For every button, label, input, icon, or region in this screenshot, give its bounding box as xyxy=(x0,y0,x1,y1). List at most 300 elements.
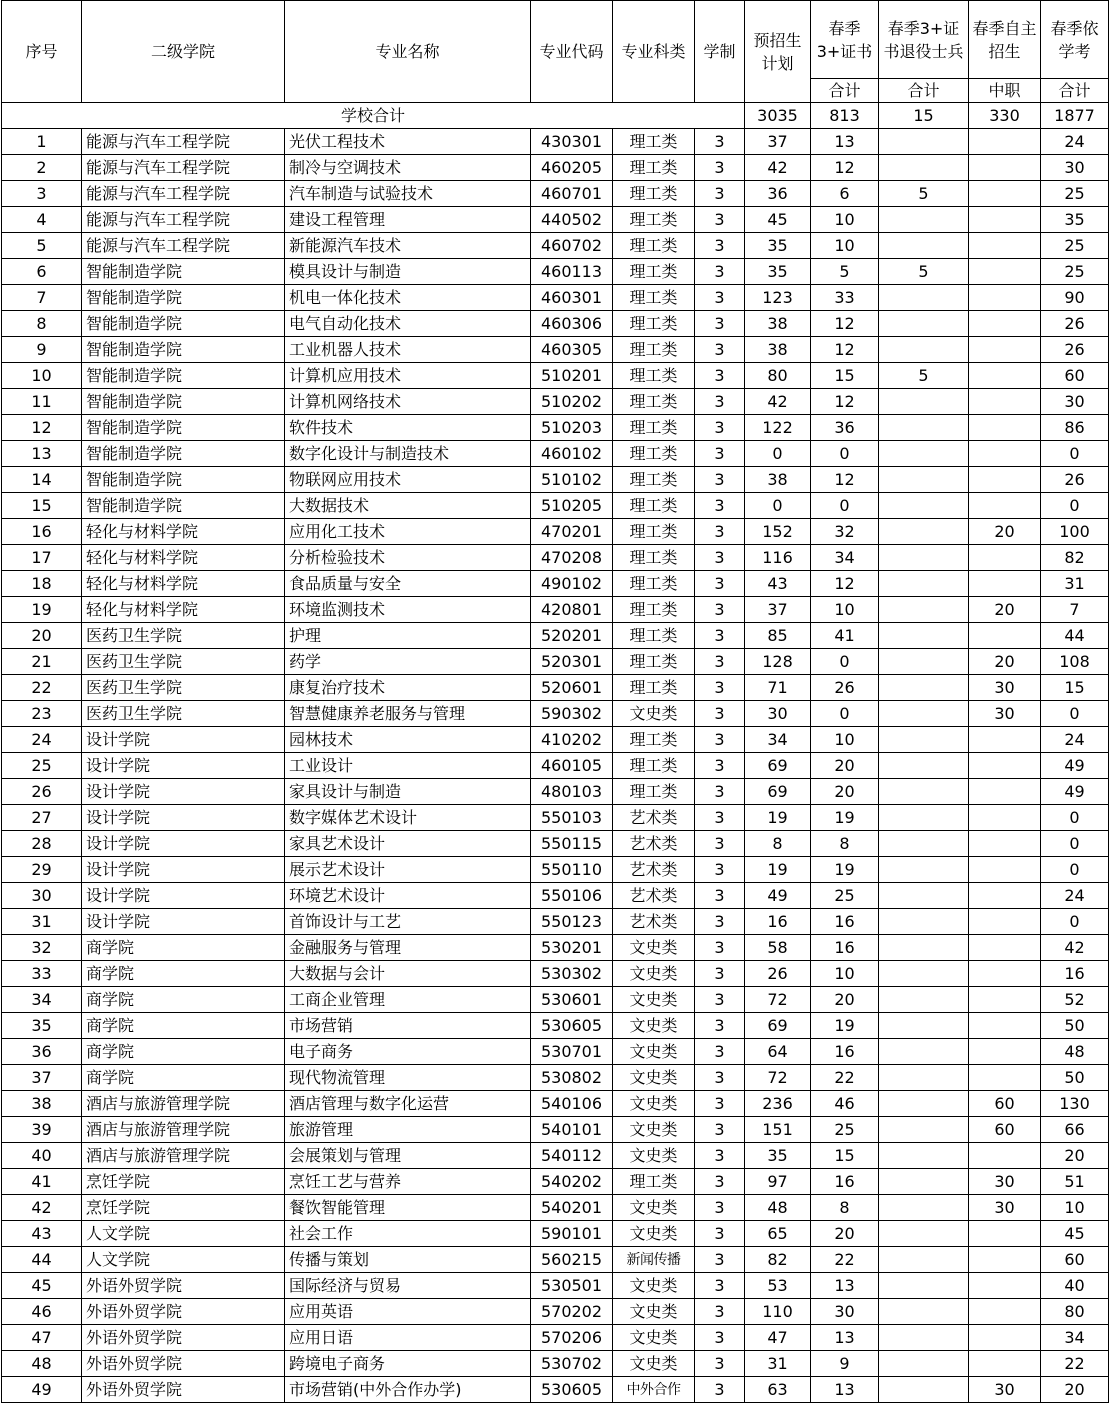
cell-self: 20 xyxy=(969,597,1041,623)
cell-plan: 0 xyxy=(745,493,811,519)
cell-self xyxy=(969,207,1041,233)
cell-exam: 130 xyxy=(1041,1091,1109,1117)
cell-seq: 14 xyxy=(2,467,82,493)
cell-plan: 58 xyxy=(745,935,811,961)
cell-self xyxy=(969,441,1041,467)
header-spring-veteran: 春季3+证书退役士兵 xyxy=(879,1,969,79)
cell-self xyxy=(969,831,1041,857)
cell-plan: 72 xyxy=(745,987,811,1013)
cell-veteran xyxy=(879,753,969,779)
cell-major: 市场营销 xyxy=(285,1013,531,1039)
total-cert: 813 xyxy=(811,103,879,129)
cell-category: 理工类 xyxy=(613,337,695,363)
cell-seq: 44 xyxy=(2,1247,82,1273)
cell-major: 展示艺术设计 xyxy=(285,857,531,883)
cell-seq: 30 xyxy=(2,883,82,909)
cell-category: 理工类 xyxy=(613,779,695,805)
cell-self xyxy=(969,1065,1041,1091)
table-row xyxy=(2,1143,1109,1169)
cell-exam: 50 xyxy=(1041,1013,1109,1039)
cell-college: 人文学院 xyxy=(82,1221,285,1247)
cell-seq: 21 xyxy=(2,649,82,675)
cell-self xyxy=(969,363,1041,389)
cell-major: 市场营销(中外合作办学) xyxy=(285,1377,531,1403)
cell-plan: 69 xyxy=(745,1013,811,1039)
cell-code: 530605 xyxy=(531,1377,613,1403)
cell-veteran: 5 xyxy=(879,363,969,389)
table-row xyxy=(2,883,1109,909)
cell-self: 30 xyxy=(969,1377,1041,1403)
cell-veteran xyxy=(879,1195,969,1221)
cell-plan: 122 xyxy=(745,415,811,441)
cell-code: 460102 xyxy=(531,441,613,467)
cell-plan: 38 xyxy=(745,337,811,363)
cell-seq: 46 xyxy=(2,1299,82,1325)
cell-college: 外语外贸学院 xyxy=(82,1377,285,1403)
table-row xyxy=(2,1039,1109,1065)
cell-exam: 108 xyxy=(1041,649,1109,675)
cell-veteran xyxy=(879,909,969,935)
cell-major: 计算机应用技术 xyxy=(285,363,531,389)
cell-major: 环境艺术设计 xyxy=(285,883,531,909)
cell-self xyxy=(969,779,1041,805)
subheader-self: 中职 xyxy=(969,79,1041,103)
table-row xyxy=(2,779,1109,805)
cell-self xyxy=(969,337,1041,363)
cell-category: 文史类 xyxy=(613,1091,695,1117)
cell-seq: 28 xyxy=(2,831,82,857)
cell-major: 环境监测技术 xyxy=(285,597,531,623)
cell-college: 设计学院 xyxy=(82,753,285,779)
cell-college: 医药卫生学院 xyxy=(82,701,285,727)
cell-college: 酒店与旅游管理学院 xyxy=(82,1143,285,1169)
cell-seq: 17 xyxy=(2,545,82,571)
cell-seq: 39 xyxy=(2,1117,82,1143)
cell-code: 460105 xyxy=(531,753,613,779)
cell-exam: 34 xyxy=(1041,1325,1109,1351)
cell-major: 现代物流管理 xyxy=(285,1065,531,1091)
cell-exam: 80 xyxy=(1041,1299,1109,1325)
cell-cert: 8 xyxy=(811,831,879,857)
cell-cert: 13 xyxy=(811,1273,879,1299)
cell-exam: 0 xyxy=(1041,441,1109,467)
cell-category: 理工类 xyxy=(613,467,695,493)
cell-plan: 42 xyxy=(745,155,811,181)
cell-code: 510202 xyxy=(531,389,613,415)
cell-plan: 123 xyxy=(745,285,811,311)
cell-years: 3 xyxy=(695,519,745,545)
cell-veteran xyxy=(879,441,969,467)
cell-major: 制冷与空调技术 xyxy=(285,155,531,181)
table-row xyxy=(2,155,1109,181)
cell-code: 470208 xyxy=(531,545,613,571)
cell-plan: 36 xyxy=(745,181,811,207)
cell-code: 540112 xyxy=(531,1143,613,1169)
cell-major: 应用日语 xyxy=(285,1325,531,1351)
cell-code: 460305 xyxy=(531,337,613,363)
cell-code: 430301 xyxy=(531,129,613,155)
cell-college: 酒店与旅游管理学院 xyxy=(82,1117,285,1143)
header-major: 专业名称 xyxy=(285,1,531,103)
cell-veteran xyxy=(879,337,969,363)
cell-major: 电子商务 xyxy=(285,1039,531,1065)
cell-code: 420801 xyxy=(531,597,613,623)
cell-plan: 236 xyxy=(745,1091,811,1117)
cell-plan: 53 xyxy=(745,1273,811,1299)
table-row xyxy=(2,467,1109,493)
cell-college: 酒店与旅游管理学院 xyxy=(82,1091,285,1117)
table-row xyxy=(2,571,1109,597)
cell-seq: 11 xyxy=(2,389,82,415)
cell-major: 新能源汽车技术 xyxy=(285,233,531,259)
cell-college: 烹饪学院 xyxy=(82,1195,285,1221)
cell-major: 大数据技术 xyxy=(285,493,531,519)
cell-veteran xyxy=(879,285,969,311)
cell-category: 理工类 xyxy=(613,623,695,649)
table-row xyxy=(2,493,1109,519)
cell-years: 3 xyxy=(695,1377,745,1403)
cell-veteran xyxy=(879,389,969,415)
cell-category: 理工类 xyxy=(613,233,695,259)
header-plan: 预招生计划 xyxy=(745,1,811,103)
cell-major: 建设工程管理 xyxy=(285,207,531,233)
cell-major: 园林技术 xyxy=(285,727,531,753)
cell-self xyxy=(969,1039,1041,1065)
cell-years: 3 xyxy=(695,597,745,623)
cell-seq: 20 xyxy=(2,623,82,649)
cell-self xyxy=(969,857,1041,883)
cell-self xyxy=(969,961,1041,987)
table-row xyxy=(2,1325,1109,1351)
cell-veteran xyxy=(879,519,969,545)
cell-cert: 16 xyxy=(811,1039,879,1065)
cell-cert: 0 xyxy=(811,701,879,727)
cell-category: 理工类 xyxy=(613,649,695,675)
cell-years: 3 xyxy=(695,1143,745,1169)
cell-code: 530702 xyxy=(531,1351,613,1377)
cell-major: 护理 xyxy=(285,623,531,649)
cell-code: 490102 xyxy=(531,571,613,597)
cell-veteran xyxy=(879,831,969,857)
cell-self xyxy=(969,259,1041,285)
cell-plan: 19 xyxy=(745,857,811,883)
cell-college: 智能制造学院 xyxy=(82,389,285,415)
total-self: 330 xyxy=(969,103,1041,129)
cell-seq: 18 xyxy=(2,571,82,597)
cell-plan: 42 xyxy=(745,389,811,415)
table-row xyxy=(2,389,1109,415)
cell-exam: 20 xyxy=(1041,1377,1109,1403)
cell-college: 商学院 xyxy=(82,935,285,961)
table-row xyxy=(2,259,1109,285)
cell-major: 会展策划与管理 xyxy=(285,1143,531,1169)
cell-code: 440502 xyxy=(531,207,613,233)
cell-years: 3 xyxy=(695,935,745,961)
cell-self xyxy=(969,1143,1041,1169)
cell-years: 3 xyxy=(695,181,745,207)
cell-code: 510201 xyxy=(531,363,613,389)
cell-veteran: 5 xyxy=(879,259,969,285)
cell-code: 570206 xyxy=(531,1325,613,1351)
cell-cert: 10 xyxy=(811,961,879,987)
cell-plan: 34 xyxy=(745,727,811,753)
cell-years: 3 xyxy=(695,701,745,727)
cell-plan: 8 xyxy=(745,831,811,857)
cell-cert: 12 xyxy=(811,467,879,493)
cell-code: 550115 xyxy=(531,831,613,857)
cell-years: 3 xyxy=(695,649,745,675)
cell-exam: 49 xyxy=(1041,779,1109,805)
cell-category: 理工类 xyxy=(613,753,695,779)
cell-veteran xyxy=(879,311,969,337)
cell-category: 中外合作 xyxy=(613,1377,695,1403)
cell-major: 物联网应用技术 xyxy=(285,467,531,493)
cell-years: 3 xyxy=(695,389,745,415)
cell-exam: 0 xyxy=(1041,909,1109,935)
cell-plan: 116 xyxy=(745,545,811,571)
cell-category: 理工类 xyxy=(613,363,695,389)
cell-cert: 8 xyxy=(811,1195,879,1221)
cell-cert: 12 xyxy=(811,311,879,337)
cell-cert: 12 xyxy=(811,571,879,597)
cell-seq: 43 xyxy=(2,1221,82,1247)
total-exam: 1877 xyxy=(1041,103,1109,129)
cell-major: 工业设计 xyxy=(285,753,531,779)
cell-veteran xyxy=(879,597,969,623)
cell-category: 文史类 xyxy=(613,1065,695,1091)
cell-cert: 20 xyxy=(811,779,879,805)
cell-code: 590302 xyxy=(531,701,613,727)
table-row xyxy=(2,831,1109,857)
cell-self: 20 xyxy=(969,519,1041,545)
cell-category: 理工类 xyxy=(613,545,695,571)
cell-self xyxy=(969,935,1041,961)
cell-self xyxy=(969,987,1041,1013)
cell-code: 540201 xyxy=(531,1195,613,1221)
cell-self xyxy=(969,571,1041,597)
cell-code: 570202 xyxy=(531,1299,613,1325)
cell-cert: 12 xyxy=(811,155,879,181)
cell-veteran xyxy=(879,857,969,883)
cell-years: 3 xyxy=(695,571,745,597)
cell-exam: 31 xyxy=(1041,571,1109,597)
cell-veteran xyxy=(879,675,969,701)
header-spring-cert: 春季3+证书 xyxy=(811,1,879,79)
cell-seq: 2 xyxy=(2,155,82,181)
table-row xyxy=(2,545,1109,571)
cell-code: 510102 xyxy=(531,467,613,493)
cell-cert: 13 xyxy=(811,1377,879,1403)
cell-college: 能源与汽车工程学院 xyxy=(82,207,285,233)
total-label: 学校合计 xyxy=(2,103,745,129)
table-row xyxy=(2,1195,1109,1221)
cell-category: 文史类 xyxy=(613,1039,695,1065)
cell-veteran xyxy=(879,1117,969,1143)
cell-years: 3 xyxy=(695,909,745,935)
cell-seq: 12 xyxy=(2,415,82,441)
cell-code: 550123 xyxy=(531,909,613,935)
cell-seq: 23 xyxy=(2,701,82,727)
cell-veteran xyxy=(879,1065,969,1091)
cell-code: 530605 xyxy=(531,1013,613,1039)
cell-plan: 38 xyxy=(745,311,811,337)
cell-category: 文史类 xyxy=(613,701,695,727)
cell-veteran xyxy=(879,779,969,805)
cell-veteran xyxy=(879,935,969,961)
cell-seq: 48 xyxy=(2,1351,82,1377)
cell-veteran xyxy=(879,805,969,831)
cell-seq: 22 xyxy=(2,675,82,701)
cell-seq: 49 xyxy=(2,1377,82,1403)
cell-plan: 85 xyxy=(745,623,811,649)
cell-seq: 40 xyxy=(2,1143,82,1169)
cell-veteran xyxy=(879,1169,969,1195)
cell-self xyxy=(969,727,1041,753)
cell-years: 3 xyxy=(695,1091,745,1117)
cell-category: 理工类 xyxy=(613,129,695,155)
cell-code: 520201 xyxy=(531,623,613,649)
cell-code: 510203 xyxy=(531,415,613,441)
cell-cert: 0 xyxy=(811,649,879,675)
table-row xyxy=(2,1221,1109,1247)
cell-cert: 25 xyxy=(811,1117,879,1143)
cell-category: 文史类 xyxy=(613,1013,695,1039)
cell-major: 社会工作 xyxy=(285,1221,531,1247)
cell-category: 理工类 xyxy=(613,675,695,701)
cell-veteran xyxy=(879,1039,969,1065)
cell-self xyxy=(969,1351,1041,1377)
cell-cert: 15 xyxy=(811,363,879,389)
cell-cert: 16 xyxy=(811,935,879,961)
cell-cert: 6 xyxy=(811,181,879,207)
cell-exam: 15 xyxy=(1041,675,1109,701)
cell-seq: 15 xyxy=(2,493,82,519)
table-header xyxy=(2,1,1109,103)
cell-years: 3 xyxy=(695,961,745,987)
cell-major: 国际经济与贸易 xyxy=(285,1273,531,1299)
cell-seq: 47 xyxy=(2,1325,82,1351)
cell-code: 530501 xyxy=(531,1273,613,1299)
cell-seq: 36 xyxy=(2,1039,82,1065)
cell-seq: 4 xyxy=(2,207,82,233)
cell-code: 550106 xyxy=(531,883,613,909)
cell-years: 3 xyxy=(695,779,745,805)
cell-self: 60 xyxy=(969,1091,1041,1117)
cell-years: 3 xyxy=(695,1039,745,1065)
cell-code: 460301 xyxy=(531,285,613,311)
cell-exam: 26 xyxy=(1041,311,1109,337)
cell-plan: 69 xyxy=(745,779,811,805)
cell-veteran xyxy=(879,207,969,233)
cell-plan: 64 xyxy=(745,1039,811,1065)
cell-exam: 42 xyxy=(1041,935,1109,961)
cell-code: 540101 xyxy=(531,1117,613,1143)
cell-self: 30 xyxy=(969,1195,1041,1221)
cell-exam: 30 xyxy=(1041,155,1109,181)
cell-exam: 7 xyxy=(1041,597,1109,623)
cell-major: 跨境电子商务 xyxy=(285,1351,531,1377)
cell-years: 3 xyxy=(695,831,745,857)
cell-plan: 69 xyxy=(745,753,811,779)
cell-veteran xyxy=(879,1351,969,1377)
table-row xyxy=(2,805,1109,831)
cell-cert: 10 xyxy=(811,597,879,623)
cell-cert: 10 xyxy=(811,207,879,233)
cell-exam: 48 xyxy=(1041,1039,1109,1065)
cell-college: 智能制造学院 xyxy=(82,363,285,389)
cell-exam: 35 xyxy=(1041,207,1109,233)
cell-college: 外语外贸学院 xyxy=(82,1325,285,1351)
cell-veteran xyxy=(879,1377,969,1403)
cell-college: 能源与汽车工程学院 xyxy=(82,129,285,155)
cell-code: 460113 xyxy=(531,259,613,285)
cell-veteran xyxy=(879,883,969,909)
cell-category: 理工类 xyxy=(613,727,695,753)
cell-cert: 19 xyxy=(811,1013,879,1039)
cell-category: 理工类 xyxy=(613,389,695,415)
cell-veteran xyxy=(879,571,969,597)
cell-college: 外语外贸学院 xyxy=(82,1351,285,1377)
cell-exam: 24 xyxy=(1041,129,1109,155)
cell-self xyxy=(969,415,1041,441)
subheader-cert: 合计 xyxy=(811,79,879,103)
cell-plan: 19 xyxy=(745,805,811,831)
table-row xyxy=(2,597,1109,623)
cell-plan: 63 xyxy=(745,1377,811,1403)
cell-exam: 22 xyxy=(1041,1351,1109,1377)
cell-major: 模具设计与制造 xyxy=(285,259,531,285)
cell-code: 520301 xyxy=(531,649,613,675)
cell-veteran xyxy=(879,155,969,181)
cell-college: 设计学院 xyxy=(82,857,285,883)
cell-major: 智慧健康养老服务与管理 xyxy=(285,701,531,727)
cell-code: 530601 xyxy=(531,987,613,1013)
cell-cert: 16 xyxy=(811,909,879,935)
cell-exam: 100 xyxy=(1041,519,1109,545)
cell-years: 3 xyxy=(695,1013,745,1039)
cell-self xyxy=(969,1013,1041,1039)
cell-cert: 0 xyxy=(811,493,879,519)
cell-college: 智能制造学院 xyxy=(82,259,285,285)
cell-category: 新闻传播 xyxy=(613,1247,695,1273)
cell-cert: 10 xyxy=(811,727,879,753)
cell-major: 酒店管理与数字化运营 xyxy=(285,1091,531,1117)
cell-cert: 19 xyxy=(811,805,879,831)
cell-cert: 20 xyxy=(811,1221,879,1247)
subheader-veteran: 合计 xyxy=(879,79,969,103)
cell-college: 商学院 xyxy=(82,961,285,987)
cell-cert: 19 xyxy=(811,857,879,883)
cell-exam: 66 xyxy=(1041,1117,1109,1143)
header-spring-exam: 春季依学考 xyxy=(1041,1,1109,79)
cell-category: 文史类 xyxy=(613,1117,695,1143)
cell-years: 3 xyxy=(695,311,745,337)
cell-self: 30 xyxy=(969,701,1041,727)
cell-self xyxy=(969,909,1041,935)
table-row xyxy=(2,857,1109,883)
cell-code: 460205 xyxy=(531,155,613,181)
cell-cert: 41 xyxy=(811,623,879,649)
cell-college: 商学院 xyxy=(82,987,285,1013)
cell-cert: 5 xyxy=(811,259,879,285)
cell-code: 520601 xyxy=(531,675,613,701)
cell-college: 设计学院 xyxy=(82,727,285,753)
cell-plan: 26 xyxy=(745,961,811,987)
cell-self xyxy=(969,545,1041,571)
cell-years: 3 xyxy=(695,155,745,181)
table-row xyxy=(2,441,1109,467)
cell-category: 文史类 xyxy=(613,1195,695,1221)
